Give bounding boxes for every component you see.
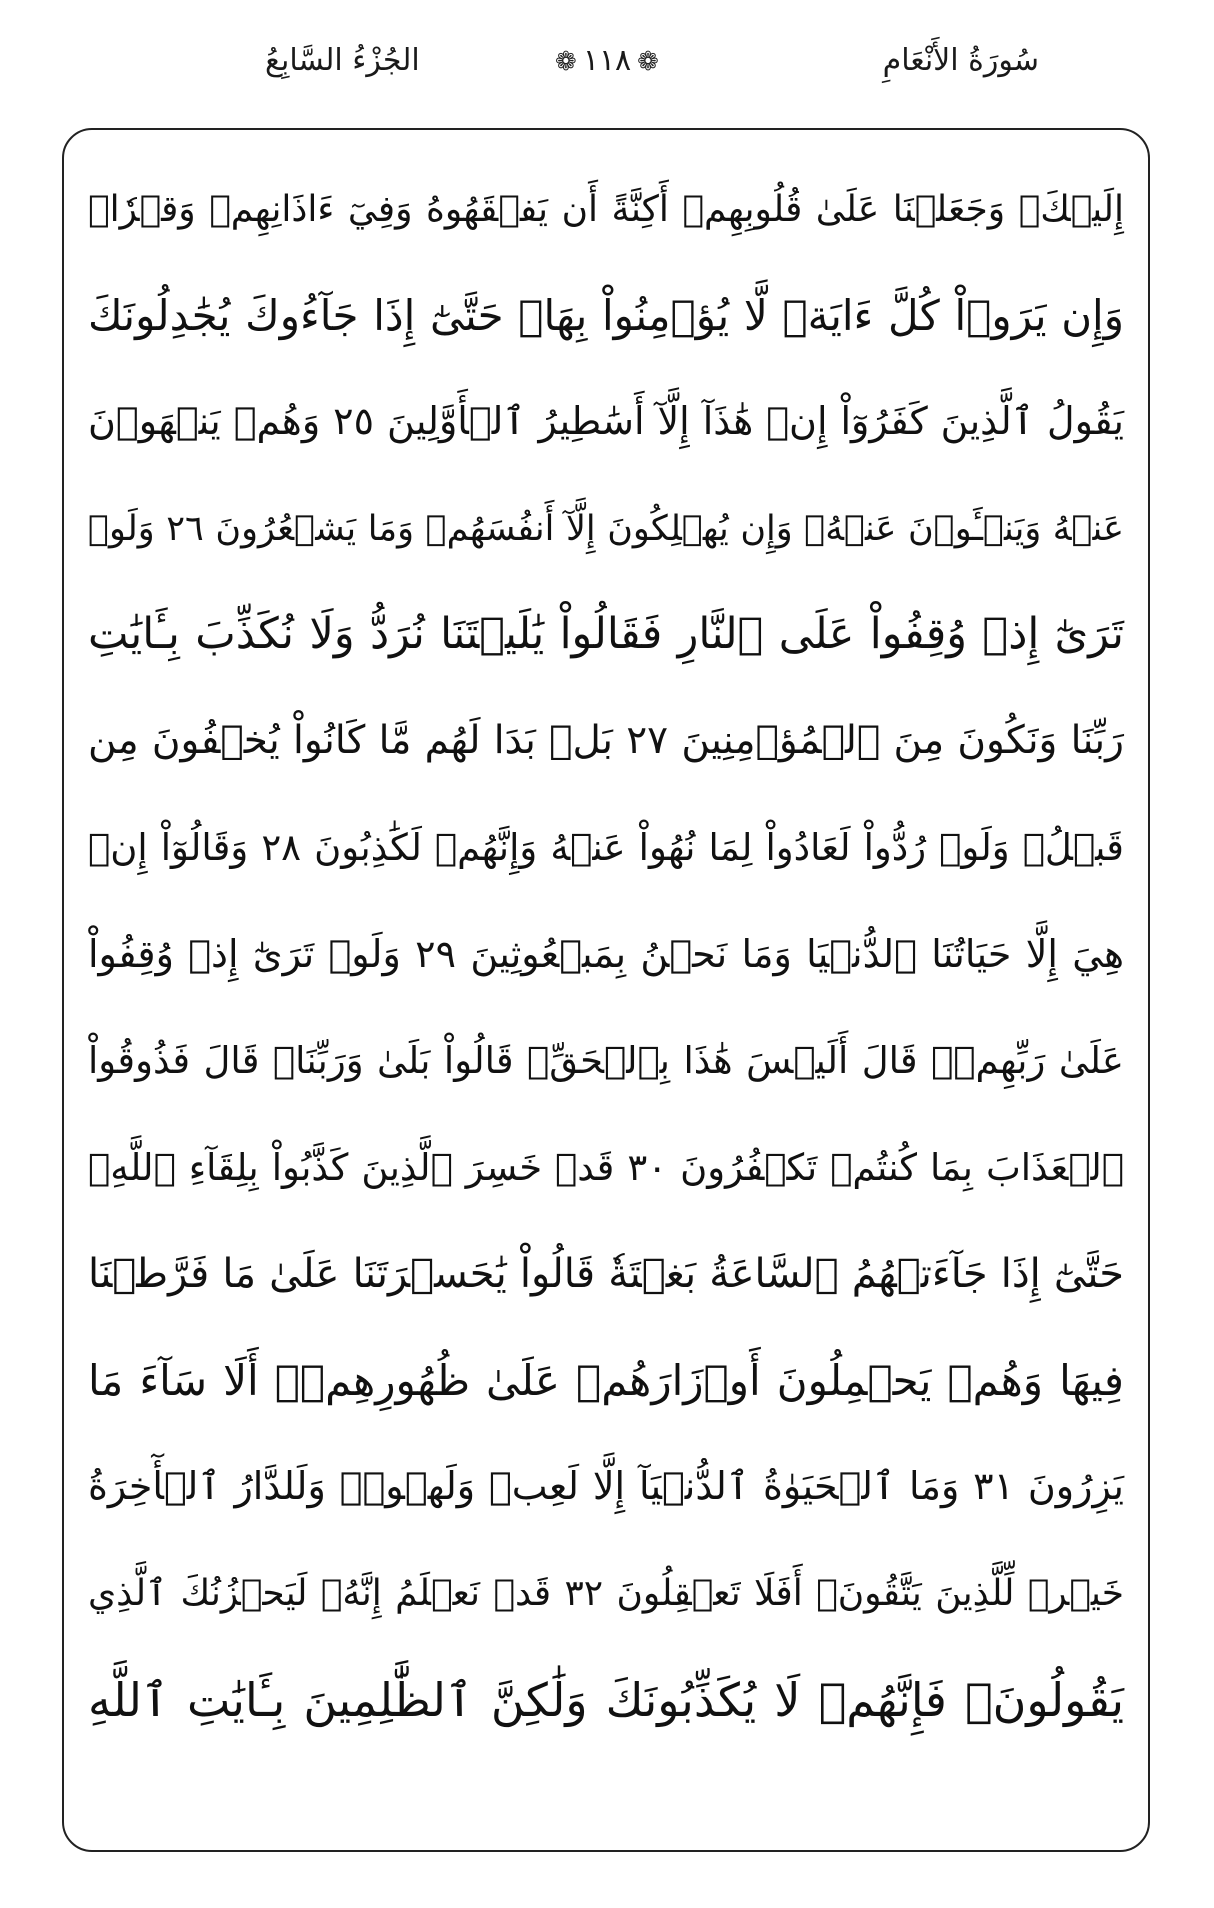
verse-line: عَنۡهُ وَيَنۡـَٔوۡنَ عَنۡهُۖ وَإِن يُهۡلِكُونَ إِلَّآ أَنفُسَهُمۡ وَمَا يَشۡعُرُونَ ٢٦ وَلَوۡ	[88, 508, 1125, 549]
verse-line: ٱلۡعَذَابَ بِمَا كُنتُمۡ تَكۡفُرُونَ ٣٠ قَدۡ خَسِرَ ٱلَّذِينَ كَذَّبُواْ بِلِقَآءِ ٱللَّهِۖ	[88, 1145, 1125, 1189]
verse-line: تَرَىٰٓ إِذۡ وُقِفُواْ عَلَى ٱلنَّارِ فَقَالُواْ يَٰلَيۡتَنَا نُرَدُّ وَلَا نُكَذِّبَ بِـَٔايَٰتِ	[88, 609, 1124, 660]
text-frame	[62, 128, 1150, 1852]
verse-line: خَيۡرٞ لِّلَّذِينَ يَتَّقُونَۚ أَفَلَا تَعۡقِلُونَ ٣٢ قَدۡ نَعۡلَمُ إِنَّهُۥ لَيَحۡزُنُكَ ٱلَّذِي	[88, 1573, 1124, 1615]
verse-line: إِلَيۡكَۖ وَجَعَلۡنَا عَلَىٰ قُلُوبِهِمۡ أَكِنَّةً أَن يَفۡقَهُوهُ وَفِيٓ ءَاذَانِهِمۡ وَقۡرٗاۚ	[88, 188, 1124, 230]
page-number: ١١٨	[582, 43, 632, 78]
verse-line: يَزِرُونَ ٣١ وَمَا ٱلۡحَيَوٰةُ ٱلدُّنۡيَآ إِلَّا لَعِبٞ وَلَهۡوٞۖ وَلَلدَّارُ ٱلۡأٓخِرَةُ	[88, 1464, 1124, 1509]
surah-name: سُورَةُ الأَنْعَامِ	[882, 43, 1039, 78]
verse-line: يَقُولُ ٱلَّذِينَ كَفَرُوٓاْ إِنۡ هَٰذَآ إِلَّآ أَسَٰطِيرُ ٱلۡأَوَّلِينَ ٢٥ وَهُمۡ يَنۡهَوۡنَ	[88, 399, 1124, 444]
page-header	[0, 0, 1214, 110]
verse-line: يَقُولُونَۖ فَإِنَّهُمۡ لَا يُكَذِّبُونَكَ وَلَٰكِنَّ ٱلظَّٰلِمِينَ بِـَٔايَٰتِ ٱللَّهِ	[88, 1672, 1124, 1727]
ornament-right-icon: ❁	[637, 47, 659, 77]
verse-line: حَتَّىٰٓ إِذَا جَآءَتۡهُمُ ٱلسَّاعَةُ بَغۡتَةٗ قَالُواْ يَٰحَسۡرَتَنَا عَلَىٰ مَا فَرَّطۡنَا	[88, 1251, 1124, 1298]
verse-line: فِيهَا وَهُمۡ يَحۡمِلُونَ أَوۡزَارَهُمۡ عَلَىٰ ظُهُورِهِمۡۚ أَلَا سَآءَ مَا	[88, 1355, 1124, 1405]
ornament-left-icon: ❁	[555, 47, 577, 77]
verse-lines	[64, 156, 1148, 1754]
verse-line: رَبِّنَا وَنَكُونَ مِنَ ٱلۡمُؤۡمِنِينَ ٢٧ بَلۡ بَدَا لَهُم مَّا كَانُواْ يُخۡفُونَ مِن	[88, 718, 1124, 764]
juz-name: الجُزْءُ السَّابِعُ	[265, 43, 420, 78]
verse-line: عَلَىٰ رَبِّهِمۡۚ قَالَ أَلَيۡسَ هَٰذَا بِٱلۡحَقِّۚ قَالُواْ بَلَىٰ وَرَبِّنَاۚ قَالَ فَذُوقُواْ	[88, 1039, 1124, 1083]
verse-line: هِيَ إِلَّا حَيَاتُنَا ٱلدُّنۡيَا وَمَا نَحۡنُ بِمَبۡعُوثِينَ ٢٩ وَلَوۡ تَرَىٰٓ إِذۡ وُقِفُواْ	[88, 931, 1124, 976]
page-number-badge	[507, 36, 707, 86]
verse-line: قَبۡلُۖ وَلَوۡ رُدُّواْ لَعَادُواْ لِمَا نُهُواْ عَنۡهُ وَإِنَّهُمۡ لَكَٰذِبُونَ ٢٨ وَقَالُوٓاْ إِنۡ	[88, 826, 1124, 870]
verse-line: وَإِن يَرَوۡاْ كُلَّ ءَايَةٖ لَّا يُؤۡمِنُواْ بِهَاۚ حَتَّىٰٓ إِذَا جَآءُوكَ يُجَٰدِلُونَكَ	[88, 290, 1124, 340]
